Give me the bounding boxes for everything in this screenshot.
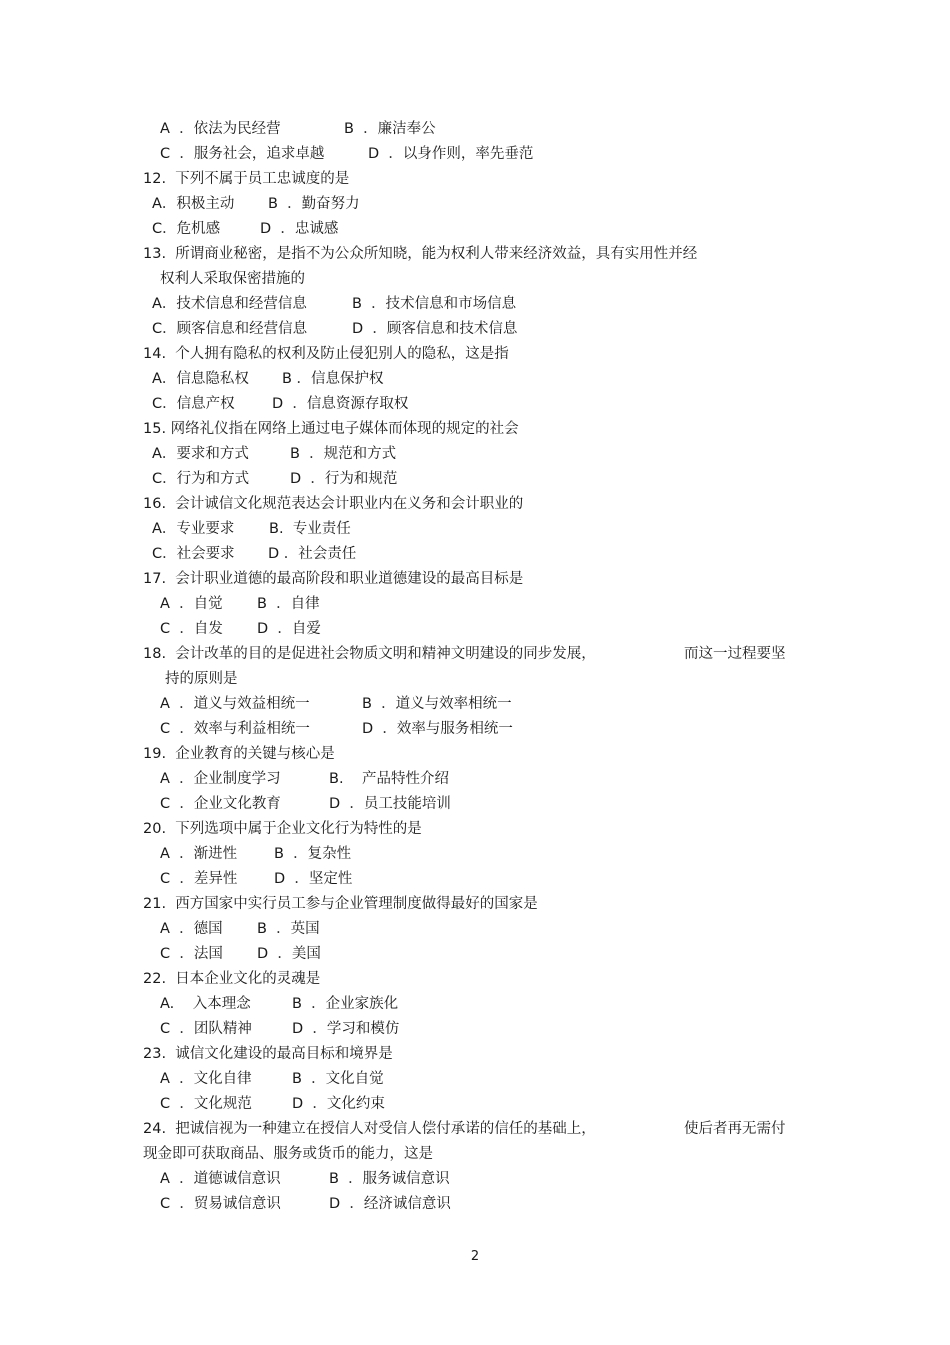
text-line: A．要求和方式 bbox=[152, 446, 249, 462]
text-line: A．信息隐私权 bbox=[152, 371, 249, 387]
text-line: A ．依法为民经营 bbox=[160, 121, 281, 137]
text-line: A ．渐进性 bbox=[160, 846, 238, 862]
text-line-segment: D ．效率与服务相统一 bbox=[362, 721, 513, 737]
text-line: C ．法国 bbox=[160, 946, 223, 962]
page-number: 2 bbox=[470, 1249, 480, 1264]
text-line-segment: B ．勤奋努力 bbox=[268, 196, 360, 212]
text-line: C．顾客信息和经营信息 bbox=[152, 321, 308, 337]
text-line-segment: D ．社会责任 bbox=[268, 546, 357, 562]
text-line: 现金即可获取商品、服务或货币的能力，这是 bbox=[143, 1146, 433, 1162]
text-line: 24. 把诚信视为一种建立在授信人对受信人偿付承诺的信任的基础上， bbox=[143, 1121, 596, 1137]
text-line: C ．差异性 bbox=[160, 871, 238, 887]
text-line-segment: B ．英国 bbox=[257, 921, 320, 937]
text-line: 15. 网络礼仪指在网络上通过电子媒体而体现的规定的社会 bbox=[143, 421, 519, 437]
text-line: 13. 所谓商业秘密，是指不为公众所知晓，能为权利人带来经济效益，具有实用性并经 bbox=[143, 246, 698, 262]
text-line: 19. 企业教育的关键与核心是 bbox=[143, 746, 335, 762]
text-line: C ．团队精神 bbox=[160, 1021, 252, 1037]
text-line-segment: B ．自律 bbox=[257, 596, 320, 612]
text-line-segment: 使后者再无需付 bbox=[684, 1121, 786, 1137]
text-line-segment: B. 专业责任 bbox=[269, 521, 351, 537]
text-line-segment: D ．员工技能培训 bbox=[329, 796, 451, 812]
text-line: A ．文化自律 bbox=[160, 1071, 252, 1087]
text-line-segment: B ．服务诚信意识 bbox=[329, 1171, 450, 1187]
text-line: A ．德国 bbox=[160, 921, 223, 937]
text-line: C ．文化规范 bbox=[160, 1096, 252, 1112]
text-line-segment: B ．企业家族化 bbox=[292, 996, 399, 1012]
text-line: C．社会要求 bbox=[152, 546, 235, 562]
text-line-segment: B ．文化自觉 bbox=[292, 1071, 384, 1087]
text-line-segment: D ．忠诚感 bbox=[260, 221, 339, 237]
text-line-segment: 而这一过程要坚 bbox=[684, 646, 786, 662]
text-line: C ．自发 bbox=[160, 621, 223, 637]
text-line: 20. 下列选项中属于企业文化行为特性的是 bbox=[143, 821, 422, 837]
text-line: C．信息产权 bbox=[152, 396, 235, 412]
text-line: C ．贸易诚信意识 bbox=[160, 1196, 281, 1212]
text-line-segment: B ．规范和方式 bbox=[290, 446, 397, 462]
text-line-segment: D ．坚定性 bbox=[274, 871, 353, 887]
text-line-segment: B ．复杂性 bbox=[274, 846, 352, 862]
text-line-segment: B ．信息保护权 bbox=[282, 371, 384, 387]
text-line-segment: D ．学习和模仿 bbox=[292, 1021, 400, 1037]
text-line: A ．自觉 bbox=[160, 596, 223, 612]
text-line-segment: B ．廉洁奉公 bbox=[344, 121, 436, 137]
text-line-segment: D ．顾客信息和技术信息 bbox=[352, 321, 518, 337]
text-line: A．技术信息和经营信息 bbox=[152, 296, 307, 312]
text-line: 12. 下列不属于员工忠诚度的是 bbox=[143, 171, 350, 187]
text-line: A ．道义与效益相统一 bbox=[160, 696, 310, 712]
text-line: 16. 会计诚信文化规范表达会计职业内在义务和会计职业的 bbox=[143, 496, 524, 512]
text-line: 权利人采取保密措施的 bbox=[160, 271, 305, 287]
text-line-segment: D ．自爱 bbox=[257, 621, 321, 637]
text-line: A. 入本理念 bbox=[160, 996, 251, 1012]
text-line-segment: D ．经济诚信意识 bbox=[329, 1196, 451, 1212]
text-line: C．危机感 bbox=[152, 221, 221, 237]
text-line: 持的原则是 bbox=[165, 671, 238, 687]
text-line: 14. 个人拥有隐私的权利及防止侵犯别人的隐私，这是指 bbox=[143, 346, 509, 362]
text-line-segment: D ．信息资源存取权 bbox=[272, 396, 409, 412]
text-line: 17. 会计职业道德的最高阶段和职业道德建设的最高目标是 bbox=[143, 571, 524, 587]
text-line: A．专业要求 bbox=[152, 521, 235, 537]
text-line-segment: D ．以身作则，率先垂范 bbox=[368, 146, 534, 162]
text-line-segment: B. 产品特性介绍 bbox=[329, 771, 449, 787]
text-line: 21. 西方国家中实行员工参与企业管理制度做得最好的国家是 bbox=[143, 896, 538, 912]
text-line: C ．服务社会，追求卓越 bbox=[160, 146, 325, 162]
text-line: C．行为和方式 bbox=[152, 471, 250, 487]
text-line: A ．企业制度学习 bbox=[160, 771, 281, 787]
text-line: 23. 诚信文化建设的最高目标和境界是 bbox=[143, 1046, 393, 1062]
text-line-segment: B ．道义与效率相统一 bbox=[362, 696, 512, 712]
text-line: A．积极主动 bbox=[152, 196, 235, 212]
text-line-segment: D ．文化约束 bbox=[292, 1096, 385, 1112]
text-line: 18. 会计改革的目的是促进社会物质文明和精神文明建设的同步发展， bbox=[143, 646, 596, 662]
text-line: C ．企业文化教育 bbox=[160, 796, 281, 812]
text-line: C ．效率与利益相统一 bbox=[160, 721, 310, 737]
text-line-segment: B ．技术信息和市场信息 bbox=[352, 296, 517, 312]
text-line-segment: D ．美国 bbox=[257, 946, 321, 962]
text-line: A ．道德诚信意识 bbox=[160, 1171, 281, 1187]
text-line-segment: D ．行为和规范 bbox=[290, 471, 398, 487]
text-line: 22. 日本企业文化的灵魂是 bbox=[143, 971, 321, 987]
